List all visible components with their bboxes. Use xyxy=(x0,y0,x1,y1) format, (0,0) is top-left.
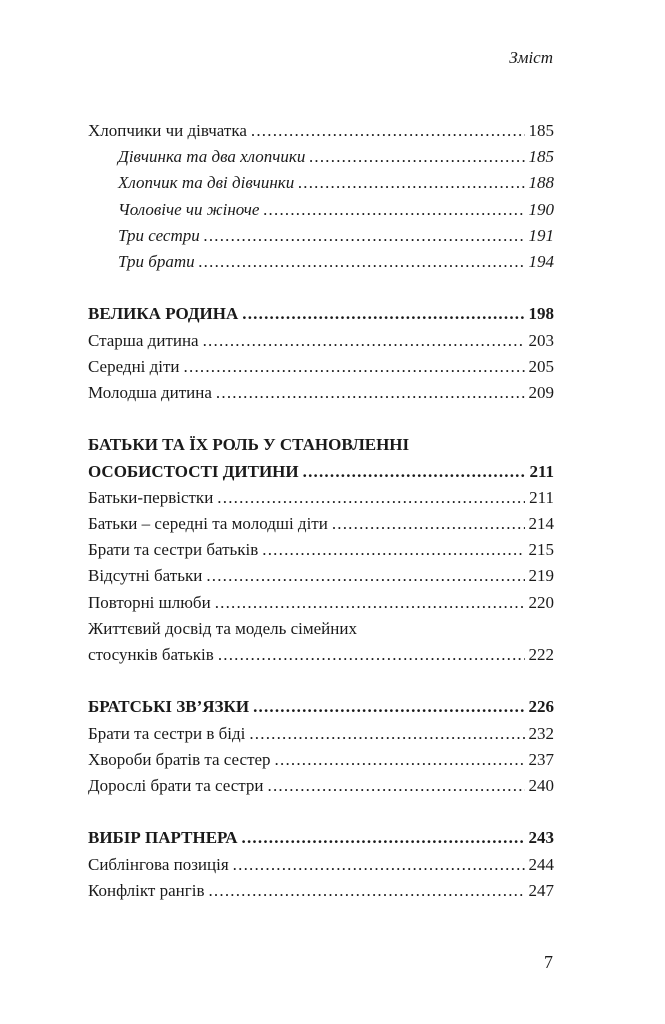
running-header: Зміст xyxy=(509,48,553,67)
toc-entry-title: Конфлікт рангів xyxy=(88,880,205,900)
toc-entry-title: Батьки-первістки xyxy=(88,487,214,507)
toc-entry-page: 237 xyxy=(528,749,554,769)
toc-entry[interactable] xyxy=(88,590,554,616)
dot-leader xyxy=(309,144,524,170)
toc-entry-title: Хлопчик та дві дівчинки xyxy=(118,173,295,193)
toc-section xyxy=(88,301,554,406)
toc-entry-page: 243 xyxy=(528,828,554,848)
toc-entry-title: Відсутні батьки xyxy=(88,566,203,586)
toc-entry-title: Брати та сестри в біді xyxy=(88,723,246,743)
toc-entry-title: ВИБІР ПАРТНЕРА xyxy=(88,828,238,848)
toc-entry-title: БРАТСЬКІ ЗВ’ЯЗКИ xyxy=(88,697,250,717)
dot-leader xyxy=(263,197,524,223)
toc-entry-page: 240 xyxy=(528,776,554,796)
dot-leader xyxy=(275,747,525,773)
toc-entry-page: 185 xyxy=(528,147,554,167)
toc-entry-title: Молодша дитина xyxy=(88,383,212,403)
toc-entry-page: 191 xyxy=(528,225,554,245)
toc-entry[interactable] xyxy=(88,118,554,144)
toc-entry-title: Хлопчики чи дівчатка xyxy=(88,121,247,140)
toc-entry[interactable] xyxy=(88,223,554,249)
dot-leader xyxy=(298,170,524,196)
dot-leader xyxy=(184,354,525,380)
toc-entry-title: Брати та сестри батьків xyxy=(88,540,259,560)
toc-entry-page: 222 xyxy=(528,645,554,665)
toc-entry-title: Три сестри xyxy=(118,225,200,245)
toc-section xyxy=(88,118,554,275)
toc-entry-page: 232 xyxy=(528,723,554,743)
toc-entry-title: Старша дитина xyxy=(88,330,199,350)
dot-leader xyxy=(233,852,525,878)
toc-entry-title: Дівчинка та два хлопчики xyxy=(118,147,306,167)
toc-chapter-entry[interactable] xyxy=(88,301,554,327)
dot-leader xyxy=(303,459,526,485)
toc-entry[interactable] xyxy=(88,563,554,589)
dot-leader xyxy=(251,118,525,144)
toc-entry-page: 198 xyxy=(528,304,554,324)
toc-entry-page: 188 xyxy=(528,173,554,193)
dot-leader xyxy=(216,380,525,406)
toc-chapter-entry[interactable] xyxy=(88,459,554,485)
dot-leader xyxy=(217,485,525,511)
toc-entry-title: Батьки – середні та молодші діти xyxy=(88,514,328,534)
toc-entry[interactable] xyxy=(88,197,554,223)
dot-leader xyxy=(206,563,524,589)
toc-entry-title: Середні діти xyxy=(88,356,180,376)
toc-chapter-entry[interactable] xyxy=(88,694,554,720)
toc-entry-title: Чоловіче чи жіноче xyxy=(118,199,260,219)
toc-entry-page: 247 xyxy=(528,880,554,900)
toc-entry-page: 211 xyxy=(529,461,554,481)
toc-entry-page: 214 xyxy=(528,514,554,534)
toc-entry-title: Повторні шлюби xyxy=(88,592,211,612)
toc-entry[interactable] xyxy=(88,537,554,563)
toc-entry-page: 219 xyxy=(528,566,554,586)
dot-leader xyxy=(242,301,524,327)
dot-leader xyxy=(203,328,525,354)
toc-entry-page: 203 xyxy=(528,330,554,350)
dot-leader xyxy=(204,223,525,249)
toc-entry[interactable] xyxy=(88,380,554,406)
toc-entry-page: 185 xyxy=(528,121,554,140)
toc-entry[interactable] xyxy=(88,511,554,537)
toc-entry-title: ОСОБИСТОСТІ ДИТИНИ xyxy=(88,461,299,481)
toc-entry-page: 244 xyxy=(528,854,554,874)
dot-leader xyxy=(249,721,524,747)
toc-section xyxy=(88,825,554,904)
toc-chapter-entry[interactable] xyxy=(88,825,554,851)
toc-section xyxy=(88,694,554,799)
toc-entry[interactable] xyxy=(88,170,554,196)
dot-leader xyxy=(242,825,525,851)
toc-entry[interactable] xyxy=(88,642,554,668)
toc-entry[interactable] xyxy=(88,249,554,275)
toc-entry-title: ВЕЛИКА РОДИНА xyxy=(88,304,239,324)
dot-leader xyxy=(199,249,525,275)
toc-entry[interactable] xyxy=(88,721,554,747)
toc-entry-title-line: БАТЬКИ ТА ЇХ РОЛЬ У СТАНОВЛЕННІ xyxy=(88,435,410,455)
toc-entry-title: Дорослі брати та сестри xyxy=(88,776,264,796)
toc-entry-title: Хвороби братів та сестер xyxy=(88,749,271,769)
toc-entry-page: 190 xyxy=(528,199,554,219)
toc-entry[interactable] xyxy=(88,328,554,354)
toc-entry-page: 205 xyxy=(528,356,554,376)
toc-entry[interactable] xyxy=(88,485,554,511)
toc-entry-page: 226 xyxy=(528,697,554,717)
toc-entry-title: Три брати xyxy=(118,252,195,272)
toc-entry-page: 211 xyxy=(529,487,554,507)
toc-entry-title-line: Життєвий досвід та модель сімейних xyxy=(88,618,357,638)
toc-entry-page: 220 xyxy=(528,592,554,612)
toc-entry[interactable] xyxy=(88,773,554,799)
dot-leader xyxy=(332,511,525,537)
toc-entry-page: 194 xyxy=(528,252,554,272)
dot-leader xyxy=(262,537,524,563)
toc-entry[interactable] xyxy=(88,144,554,170)
page-number: 7 xyxy=(544,952,553,972)
table-of-contents xyxy=(88,118,554,930)
toc-entry-page: 215 xyxy=(528,540,554,560)
dot-leader xyxy=(215,590,525,616)
dot-leader xyxy=(253,694,524,720)
toc-entry-title: Сиблінгова позиція xyxy=(88,854,229,874)
toc-entry-page: 209 xyxy=(528,383,554,403)
toc-entry-title: стосунків батьків xyxy=(88,645,214,665)
dot-leader xyxy=(268,773,525,799)
dot-leader xyxy=(208,878,524,904)
toc-entry[interactable] xyxy=(88,747,554,773)
dot-leader xyxy=(218,642,525,668)
toc-entry[interactable] xyxy=(88,852,554,878)
toc-entry[interactable] xyxy=(88,878,554,904)
toc-entry[interactable] xyxy=(88,354,554,380)
toc-section xyxy=(88,432,554,668)
